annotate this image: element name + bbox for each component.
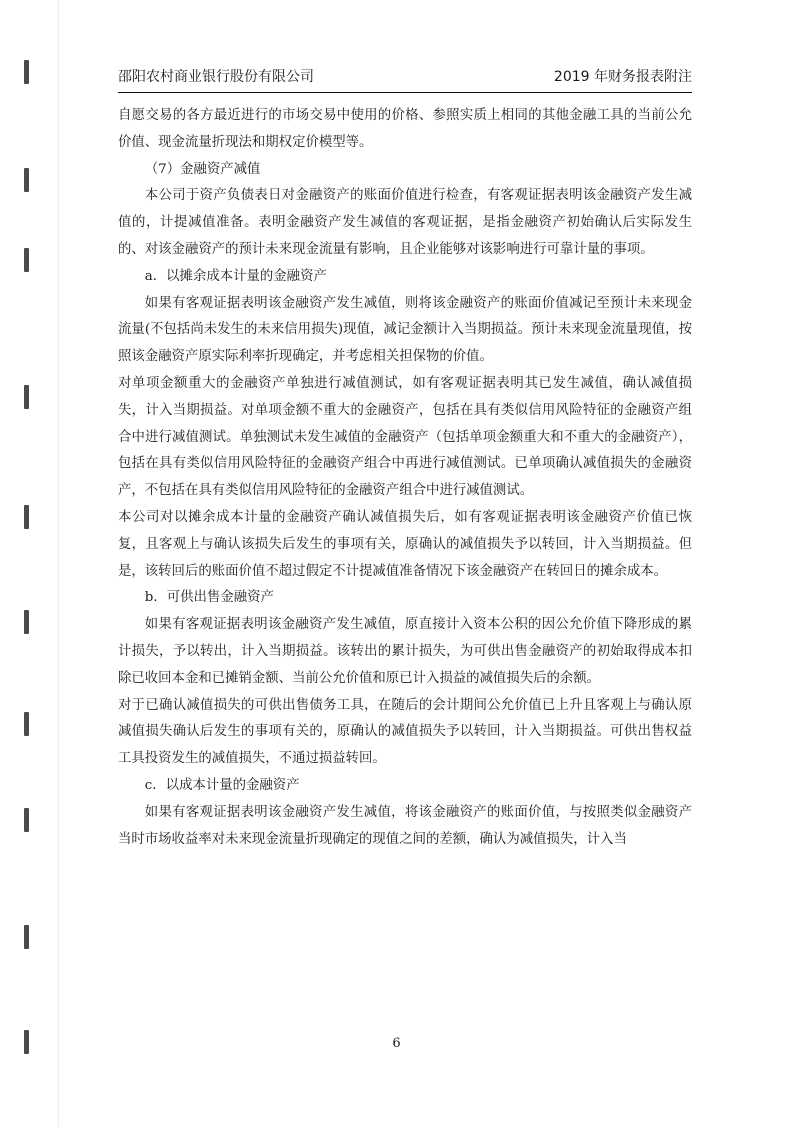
document-body [118,103,692,853]
page-edge-line [58,0,59,1127]
paragraph-amortized-cost-3: 本公司对以摊余成本计量的金融资产确认减值损失后，如有客观证据表明该金融资产价值已恢复，且客观上与确认该损失后发生的事项有关，原确认的减值损失予以转回，计入当期损益。但是，该转回后的账面价值不超过假定不计提减值准备情况下该金融资产在转回日的摊余成本。 [118,509,692,579]
paragraph-amortized-cost-2: 对单项金额重大的金融资产单独进行减值测试，如有客观证据表明其已发生减值，确认减值损失，计入当期损益。对单项金额不重大的金融资产，包括在具有类似信用风险特征的金融资产组合中进行减值测试。单独测试未发生减值的金融资产（包括单项金额重大和不重大的金融资产），包括在具有类似信用风险特征的金融资产组合中再进行减值测试。已单项确认减值损失的金融资产，不包括在具有类似信用风险特征的金融资产组合中进行减值测试。 [118,375,692,499]
binding-mark [24,610,29,634]
company-name: 邵阳农村商业银行股份有限公司 [118,69,314,85]
binding-mark [24,385,29,409]
paragraph-available-for-sale-2: 对于已确认减值损失的可供出售债务工具，在随后的会计期间公允价值已上升且客观上与确认原减值损失确认后发生的事项有关的，原确认的减值损失予以转回，计入当期损益。可供出售权益工具投资发生的减值损失，不通过损益转回。 [118,697,692,767]
binding-mark [24,168,29,192]
binding-mark [24,808,29,832]
paragraph-available-for-sale-1: 如果有客观证据表明该金融资产发生减值，原直接计入资本公积的因公允价值下降形成的累计损失，予以转出，计入当期损益。该转出的累计损失，为可供出售金融资产的初始取得成本扣除已收回本金和已摊销金额、当前公允价值和原已计入损益的减值损失后的余额。 [118,617,692,686]
report-title: 2019 年财务报表附注 [553,69,692,85]
subheading-available-for-sale: b．可供出售金融资产 [144,590,274,606]
binding-mark [24,248,29,272]
paragraph-cost-measured-1: 如果有客观证据表明该金融资产发生减值，将该金融资产的账面价值，与按照类似金融资产当时市场收益率对未来现金流量折现确定的现值之间的差额，确认为减值损失，计入当 [118,804,692,847]
subheading-cost-measured: c．以成本计量的金融资产 [144,777,300,793]
paragraph-amortized-cost-1: 如果有客观证据表明该金融资产发生减值，则将该金融资产的账面价值减记至预计未来现金流量(不包括尚未发生的未来信用损失)现值，减记金额计入当期损益。预计未来现金流量现值，按照该金融资产原实际利率折现确定，并考虑相关担保物的价值。 [118,295,692,365]
section-heading-impairment: （7）金融资产减值 [144,161,261,177]
paragraph-impairment-intro: 本公司于资产负债表日对金融资产的账面价值进行检查，有客观证据表明该金融资产发生减值的，计提减值准备。表明金融资产发生减值的客观证据，是指金融资产初始确认后实际发生的、对该金融资产的预计未来现金流量有影响，且企业能够对该影响进行可靠计量的事项。 [118,188,692,257]
binding-mark [24,712,29,736]
binding-mark [24,925,29,949]
page-header [118,68,692,92]
subheading-amortized-cost: a．以摊余成本计量的金融资产 [144,268,327,284]
paragraph-continuation: 自愿交易的各方最近进行的市场交易中使用的价格、参照实质上相同的其他金融工具的当前公允价值、现金流量折现法和期权定价模型等。 [118,108,692,150]
page-number: 6 [392,1036,401,1051]
header-rule [118,92,692,93]
binding-mark [24,60,29,84]
binding-mark [24,505,29,529]
